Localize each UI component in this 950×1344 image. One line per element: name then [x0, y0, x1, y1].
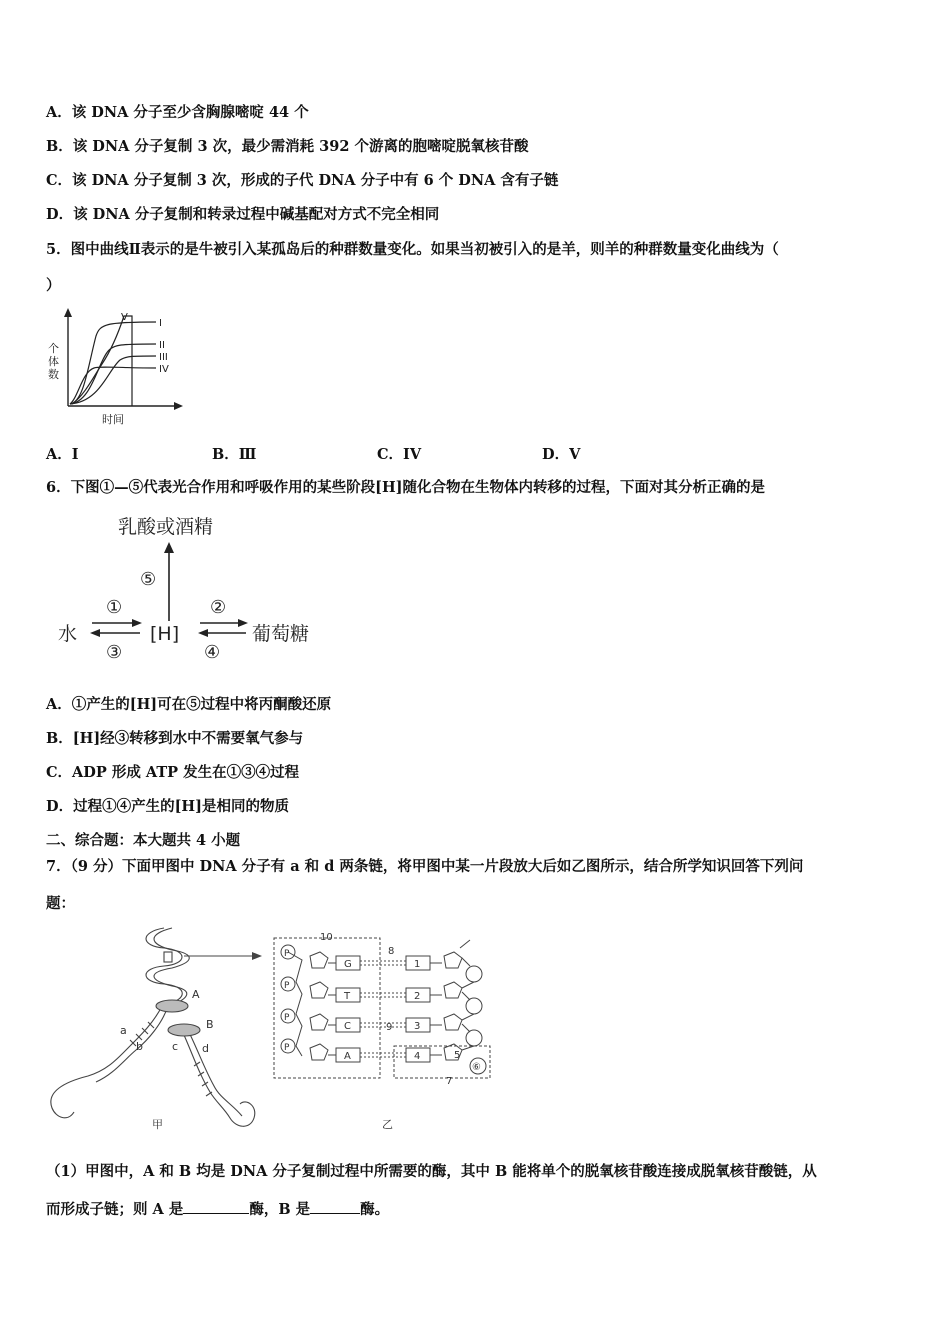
num-4: 4 [414, 1051, 421, 1062]
graph-ylabel-2: 体 [48, 355, 59, 368]
step-1-label: ① [106, 597, 123, 618]
curve-label-ii: II [159, 340, 165, 351]
figure-jia-label: 甲 [152, 1118, 163, 1131]
q7-sub1-text-a: 而形成子链；则 A 是 [46, 1201, 184, 1218]
q6-option-d: D．过程①④产生的[H]是相同的物质 [46, 798, 289, 815]
curve-i [70, 322, 156, 404]
phosphate-3: P [284, 1013, 290, 1023]
q7-sub1-line1: （1）甲图中，A 和 B 均是 DNA 分子复制过程中所需要的酶，其中 B 能将单个的脱氧核苷酸连接成脱氧核苷酸链，从 [46, 1163, 817, 1180]
q4-option-d: D．该 DNA 分子复制和转录过程中碱基配对方式不完全相同 [46, 206, 440, 223]
diagram-left-label: 水 [58, 623, 78, 645]
num-5: 5 [454, 1050, 461, 1061]
q4-option-c: C．该 DNA 分子复制 3 次，形成的子代 DNA 分子中有 6 个 DNA 含有子链 [46, 172, 559, 189]
q7-sub1-text-c: 酶。 [360, 1201, 390, 1218]
curve-label-i: I [159, 318, 162, 329]
answer-blank-a[interactable] [183, 1199, 249, 1214]
answer-blank-b[interactable] [310, 1199, 360, 1214]
phosphate-2: P [284, 981, 290, 991]
q6-option-a: A．①产生的[H]可在⑤过程中将丙酮酸还原 [46, 696, 332, 713]
step-4-label: ④ [204, 642, 221, 663]
q5-option-a: A．I [46, 446, 79, 463]
phosphate-1: P [284, 949, 290, 959]
curve-label-iv: IV [159, 364, 169, 375]
graph-ylabel-3: 数 [48, 368, 59, 381]
base-c: C [344, 1021, 351, 1032]
curve-label-iii: III [159, 352, 168, 363]
step-2-label: ② [210, 597, 227, 618]
hydrogen-transfer-diagram [52, 505, 342, 665]
q4-option-b: B．该 DNA 分子复制 3 次，最少需消耗 392 个游离的胞嘧啶脱氧核苷酸 [46, 138, 529, 155]
q6-option-c: C．ADP 形成 ATP 发生在①③④过程 [46, 764, 300, 781]
strand-b-label: b [136, 1040, 143, 1053]
phosphate-4: P [284, 1043, 290, 1053]
q5-stem: 5．图中曲线Ⅱ表示的是牛被引入某孤岛后的种群数量变化。如果当初被引入的是羊，则羊的种群数量变化曲线为（ [46, 241, 779, 258]
num-6: ⑥ [472, 1062, 481, 1073]
base-t: T [344, 991, 351, 1002]
enzyme-a-label: A [192, 988, 200, 1001]
step-5-label: ⑤ [140, 569, 157, 590]
curve-iv [70, 367, 156, 404]
figure-yi-label: 乙 [382, 1118, 393, 1131]
q7-sub1-line2 [46, 1199, 389, 1220]
q7-sub1-text-b: 酶，B 是 [249, 1201, 311, 1218]
num-10: 10 [320, 932, 333, 943]
num-2: 2 [414, 991, 421, 1002]
curve-label-v: V [121, 312, 128, 323]
graph-xlabel: 时间 [102, 413, 124, 426]
base-a: A [344, 1051, 351, 1062]
population-growth-graph [44, 306, 194, 430]
q5-option-b: B．Ⅲ [212, 446, 257, 463]
strand-a-label: a [120, 1024, 127, 1037]
num-8: 8 [388, 946, 395, 957]
q6-stem: 6．下图①—⑤代表光合作用和呼吸作用的某些阶段[H]随化合物在生物体内转移的过程，下面对其分析正确的是 [46, 479, 766, 496]
strand-d-label: d [202, 1042, 209, 1055]
base-g: G [344, 959, 352, 970]
step-3-label: ③ [106, 642, 123, 663]
num-9: 9 [386, 1022, 393, 1033]
q5-option-d: D．V [542, 446, 581, 463]
num-1: 1 [414, 959, 421, 970]
q7-stem-end: 题： [46, 895, 75, 912]
q5-stem-end: ） [46, 277, 61, 294]
graph-ylabel-1: 个 [48, 342, 59, 355]
num-7: 7 [446, 1076, 453, 1087]
num-3: 3 [414, 1021, 421, 1032]
curve-ii [70, 344, 156, 404]
diagram-right-label: 葡萄糖 [252, 623, 310, 645]
section-heading: 二、综合题：本大题共 4 小题 [46, 832, 241, 849]
strand-c-label: c [172, 1040, 179, 1053]
q7-stem: 7．（9 分）下面甲图中 DNA 分子有 a 和 d 两条链，将甲图中某一片段放大后如乙图所示，结合所学知识回答下列问 [46, 858, 804, 875]
diagram-top-label: 乳酸或酒精 [118, 516, 214, 538]
q4-option-a: A．该 DNA 分子至少含胸腺嘧啶 44 个 [46, 104, 309, 121]
diagram-center-label: [H] [150, 623, 180, 645]
dna-replication-figure [44, 922, 514, 1134]
q6-option-b: B．[H]经③转移到水中不需要氧气参与 [46, 730, 304, 747]
enzyme-b-label: B [206, 1018, 214, 1031]
q5-option-c: C．IV [377, 446, 422, 463]
